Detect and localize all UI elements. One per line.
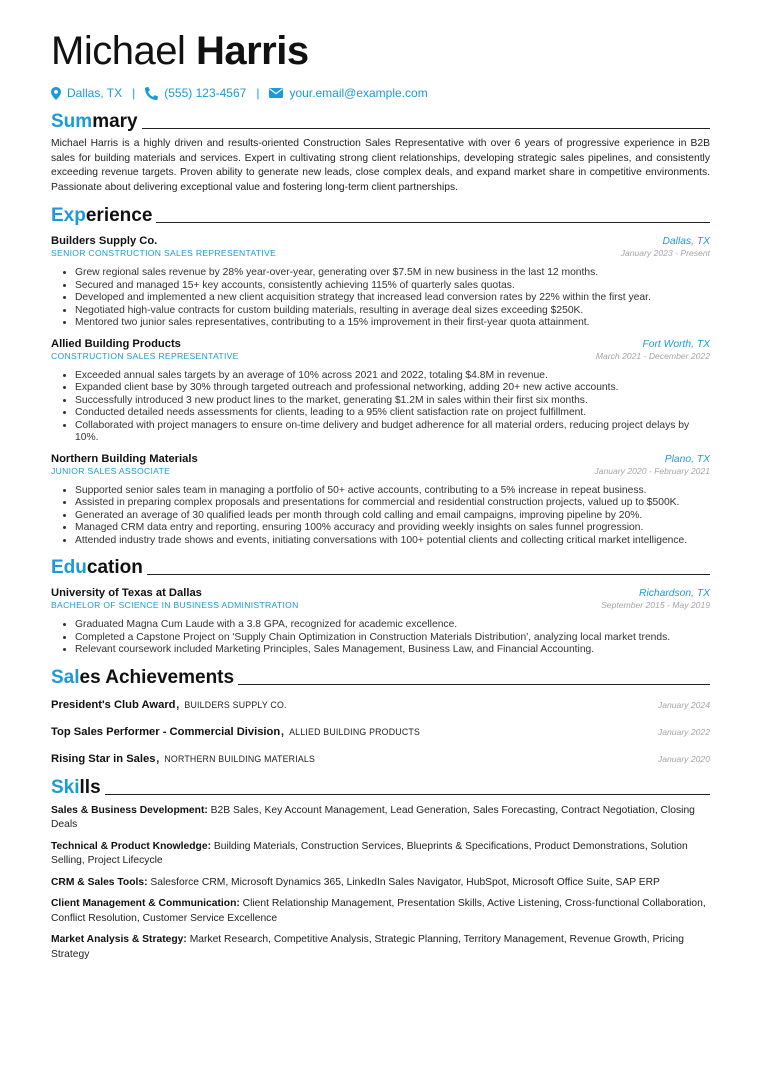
list-item: • Managed CRM data entry and reporting, ensuring 100% accuracy and providing weekly insights on sales funnel progression. — [75, 522, 710, 535]
envelope-icon — [269, 88, 283, 98]
company-name: Allied Building Products — [51, 337, 181, 350]
list-item: • Attended industry trade shows and events, initiating conversations with 100+ potential clients and collecting critical market intelligence. — [75, 535, 710, 548]
job-location: Plano, TX — [664, 453, 710, 465]
contact-phone[interactable] — [145, 86, 246, 100]
job-bullets — [51, 370, 710, 445]
skill-label: Sales & Business Development: — [51, 804, 208, 816]
section-heading-skills: Skills — [51, 777, 710, 799]
section-rule — [156, 222, 710, 223]
list-item: • Successfully introduced 3 new product lines to the market, generating $1.2M in sales within their first six months. — [75, 395, 710, 408]
list-item: • Generated an average of 30 qualified leads per month through cold calling and email campaigns, improving pipeline by 20%. — [75, 510, 710, 523]
skill-text: Market Research, Competitive Analysis, Strategic Planning, Territory Management, Revenue Growth, Pricing Strategy — [51, 934, 684, 960]
contact-separator: | — [132, 86, 136, 100]
achievement-title: Top Sales Performer - Commercial Division — [51, 725, 281, 738]
phone-text: (555) 123-4567 — [164, 86, 247, 100]
last-name: Harris — [195, 29, 309, 73]
first-name: Michael — [51, 29, 186, 73]
company-name: Northern Building Materials — [51, 452, 198, 465]
achievement-title: President's Club Award — [51, 698, 176, 711]
experience-entry — [51, 235, 710, 330]
achievement-org: NORTHERN BUILDING MATERIALS — [164, 753, 316, 764]
list-item: • Collaborated with project managers to ensure on-time delivery and budget adherence for all material orders, reducing project delays by 10%. — [75, 420, 710, 445]
list-item: • Completed a Capstone Project on 'Supply Chain Optimization in Construction Materials Distribution', analyzing local market trends. — [75, 632, 710, 645]
map-pin-icon — [51, 87, 61, 100]
degree-title: BACHELOR OF SCIENCE IN BUSINESS ADMINISTRATION — [51, 600, 299, 611]
achievements-list — [51, 695, 710, 767]
location-text: Dallas, TX — [67, 86, 123, 100]
experience-entry — [51, 453, 710, 548]
phone-icon — [145, 87, 158, 100]
section-heading-summary: Summary — [51, 111, 710, 133]
achievement-item: Rising Star in Sales, NORTHERN BUILDING MATERIALS January 2020 — [51, 748, 710, 766]
skill-group — [51, 897, 710, 926]
achievement-item: President's Club Award, BUILDERS SUPPLY CO. January 2024 — [51, 694, 710, 712]
skill-label: CRM & Sales Tools: — [51, 876, 148, 888]
contact-location — [51, 86, 122, 100]
list-item: • Exceeded annual sales targets by an average of 10% across 2021 and 2022, totaling $4.8M in revenue. — [75, 370, 710, 383]
skill-text: B2B Sales, Key Account Management, Lead Generation, Sales Forecasting, Contract Negotiation, Closing Deals — [51, 804, 695, 831]
list-item: • Conducted detailed needs assessments for clients, leading to a 95% client satisfaction rate on project fulfillment. — [75, 407, 710, 420]
section-rule — [147, 574, 710, 575]
job-bullets — [51, 267, 710, 330]
job-dates: January 2023 - Present — [620, 248, 710, 259]
skill-label: Market Analysis & Strategy: — [51, 934, 187, 946]
email-text: your.email@example.com — [289, 86, 428, 100]
list-item: • Graduated Magna Cum Laude with a 3.8 GPA, recognized for academic excellence. — [75, 619, 710, 632]
education-bullets — [51, 619, 710, 657]
skill-text: Building Materials, Construction Services, Blueprints & Specifications, Product Demonstrations, Solution Selling, Project Lifecycle — [51, 840, 688, 867]
section-heading-achievements: Sales Achievements — [51, 667, 710, 689]
skill-text: Salesforce CRM, Microsoft Dynamics 365, LinkedIn Sales Navigator, HubSpot, Microsoft Office Suite, SAP ERP — [150, 876, 660, 888]
education-entry — [51, 587, 710, 657]
achievement-title: Rising Star in Sales — [51, 752, 156, 765]
achievement-date: January 2022 — [657, 726, 710, 737]
job-location: Dallas, TX — [662, 236, 710, 248]
list-item: • Secured and managed 15+ key accounts, consistently achieving 115% of quarterly sales quotas. — [75, 280, 710, 293]
achievement-org: BUILDERS SUPPLY CO. — [184, 699, 287, 710]
skills-list — [51, 804, 710, 963]
job-dates: January 2020 - February 2021 — [594, 465, 710, 476]
summary-text: Michael Harris is a highly driven and results-oriented Construction Sales Representative with over 6 years of progressive experience in B2B sales for building materials and services. Expert in cultivating strong client relationships, developing strategic sales pipelines, and consistently exceeding revenue targets. Proven ability to generate new leads, close complex deals, and expand market share in competitive environments. Passionate about delivering exceptional value and fostering long-term client partnerships. — [51, 138, 710, 193]
contact-email[interactable] — [269, 86, 427, 100]
company-name: Builders Supply Co. — [51, 235, 158, 248]
job-title: CONSTRUCTION SALES REPRESENTATIVE — [51, 350, 239, 361]
job-title: SENIOR CONSTRUCTION SALES REPRESENTATIVE — [51, 248, 277, 259]
section-rule — [105, 794, 710, 795]
job-dates: March 2021 - December 2022 — [595, 350, 710, 361]
skill-group — [51, 876, 710, 891]
list-item: • Grew regional sales revenue by 28% year-over-year, generating over $7.5M in new business in the last 12 months. — [75, 267, 710, 280]
candidate-name — [51, 28, 710, 74]
experience-entry — [51, 338, 710, 445]
achievement-org: ALLIED BUILDING PRODUCTS — [289, 726, 421, 737]
section-heading-experience: Experience — [51, 205, 710, 227]
list-item: • Negotiated high-value contracts for custom building materials, resulting in average deal sizes exceeding $250K. — [75, 305, 710, 318]
list-item: • Relevant coursework included Marketing Principles, Sales Management, Business Law, and Financial Accounting. — [75, 644, 710, 657]
job-bullets — [51, 485, 710, 548]
section-heading-education: Education — [51, 557, 710, 579]
job-title: JUNIOR SALES ASSOCIATE — [51, 465, 171, 476]
skill-group — [51, 933, 710, 962]
job-location: Fort Worth, TX — [642, 338, 710, 350]
education-dates: September 2015 - May 2019 — [601, 600, 710, 611]
contact-separator: | — [256, 86, 260, 100]
list-item: • Mentored two junior sales representatives, contributing to a 15% improvement in their first-year quota attainment. — [75, 317, 710, 330]
list-item: • Assisted in preparing complex proposals and presentations for commercial and residential construction projects, valued up to $500K. — [75, 497, 710, 510]
list-item: • Developed and implemented a new client acquisition strategy that increased lead conversion rates by 22% within the first year. — [75, 292, 710, 305]
school-location: Richardson, TX — [639, 588, 710, 600]
section-rule — [142, 128, 710, 129]
skill-group — [51, 804, 710, 833]
school-name: University of Texas at Dallas — [51, 587, 202, 600]
section-rule — [238, 684, 710, 685]
list-item: • Supported senior sales team in managing a portfolio of 50+ active accounts, contributing to a 5% increase in repeat business. — [75, 485, 710, 498]
skill-label: Technical & Product Knowledge: — [51, 840, 211, 852]
skill-label: Client Management & Communication: — [51, 898, 240, 910]
achievement-date: January 2020 — [657, 753, 710, 764]
achievement-date: January 2024 — [657, 699, 710, 710]
achievement-item: Top Sales Performer - Commercial Division, ALLIED BUILDING PRODUCTS January 2022 — [51, 721, 710, 739]
list-item: • Expanded client base by 30% through targeted outreach and professional networking, adding 20+ new active accounts. — [75, 382, 710, 395]
skill-group — [51, 840, 710, 869]
contact-bar — [51, 85, 710, 101]
skill-text: Client Relationship Management, Presentation Skills, Active Listening, Cross-functional Collaboration, Conflict Resolution, Customer Service Excellence — [51, 898, 706, 924]
